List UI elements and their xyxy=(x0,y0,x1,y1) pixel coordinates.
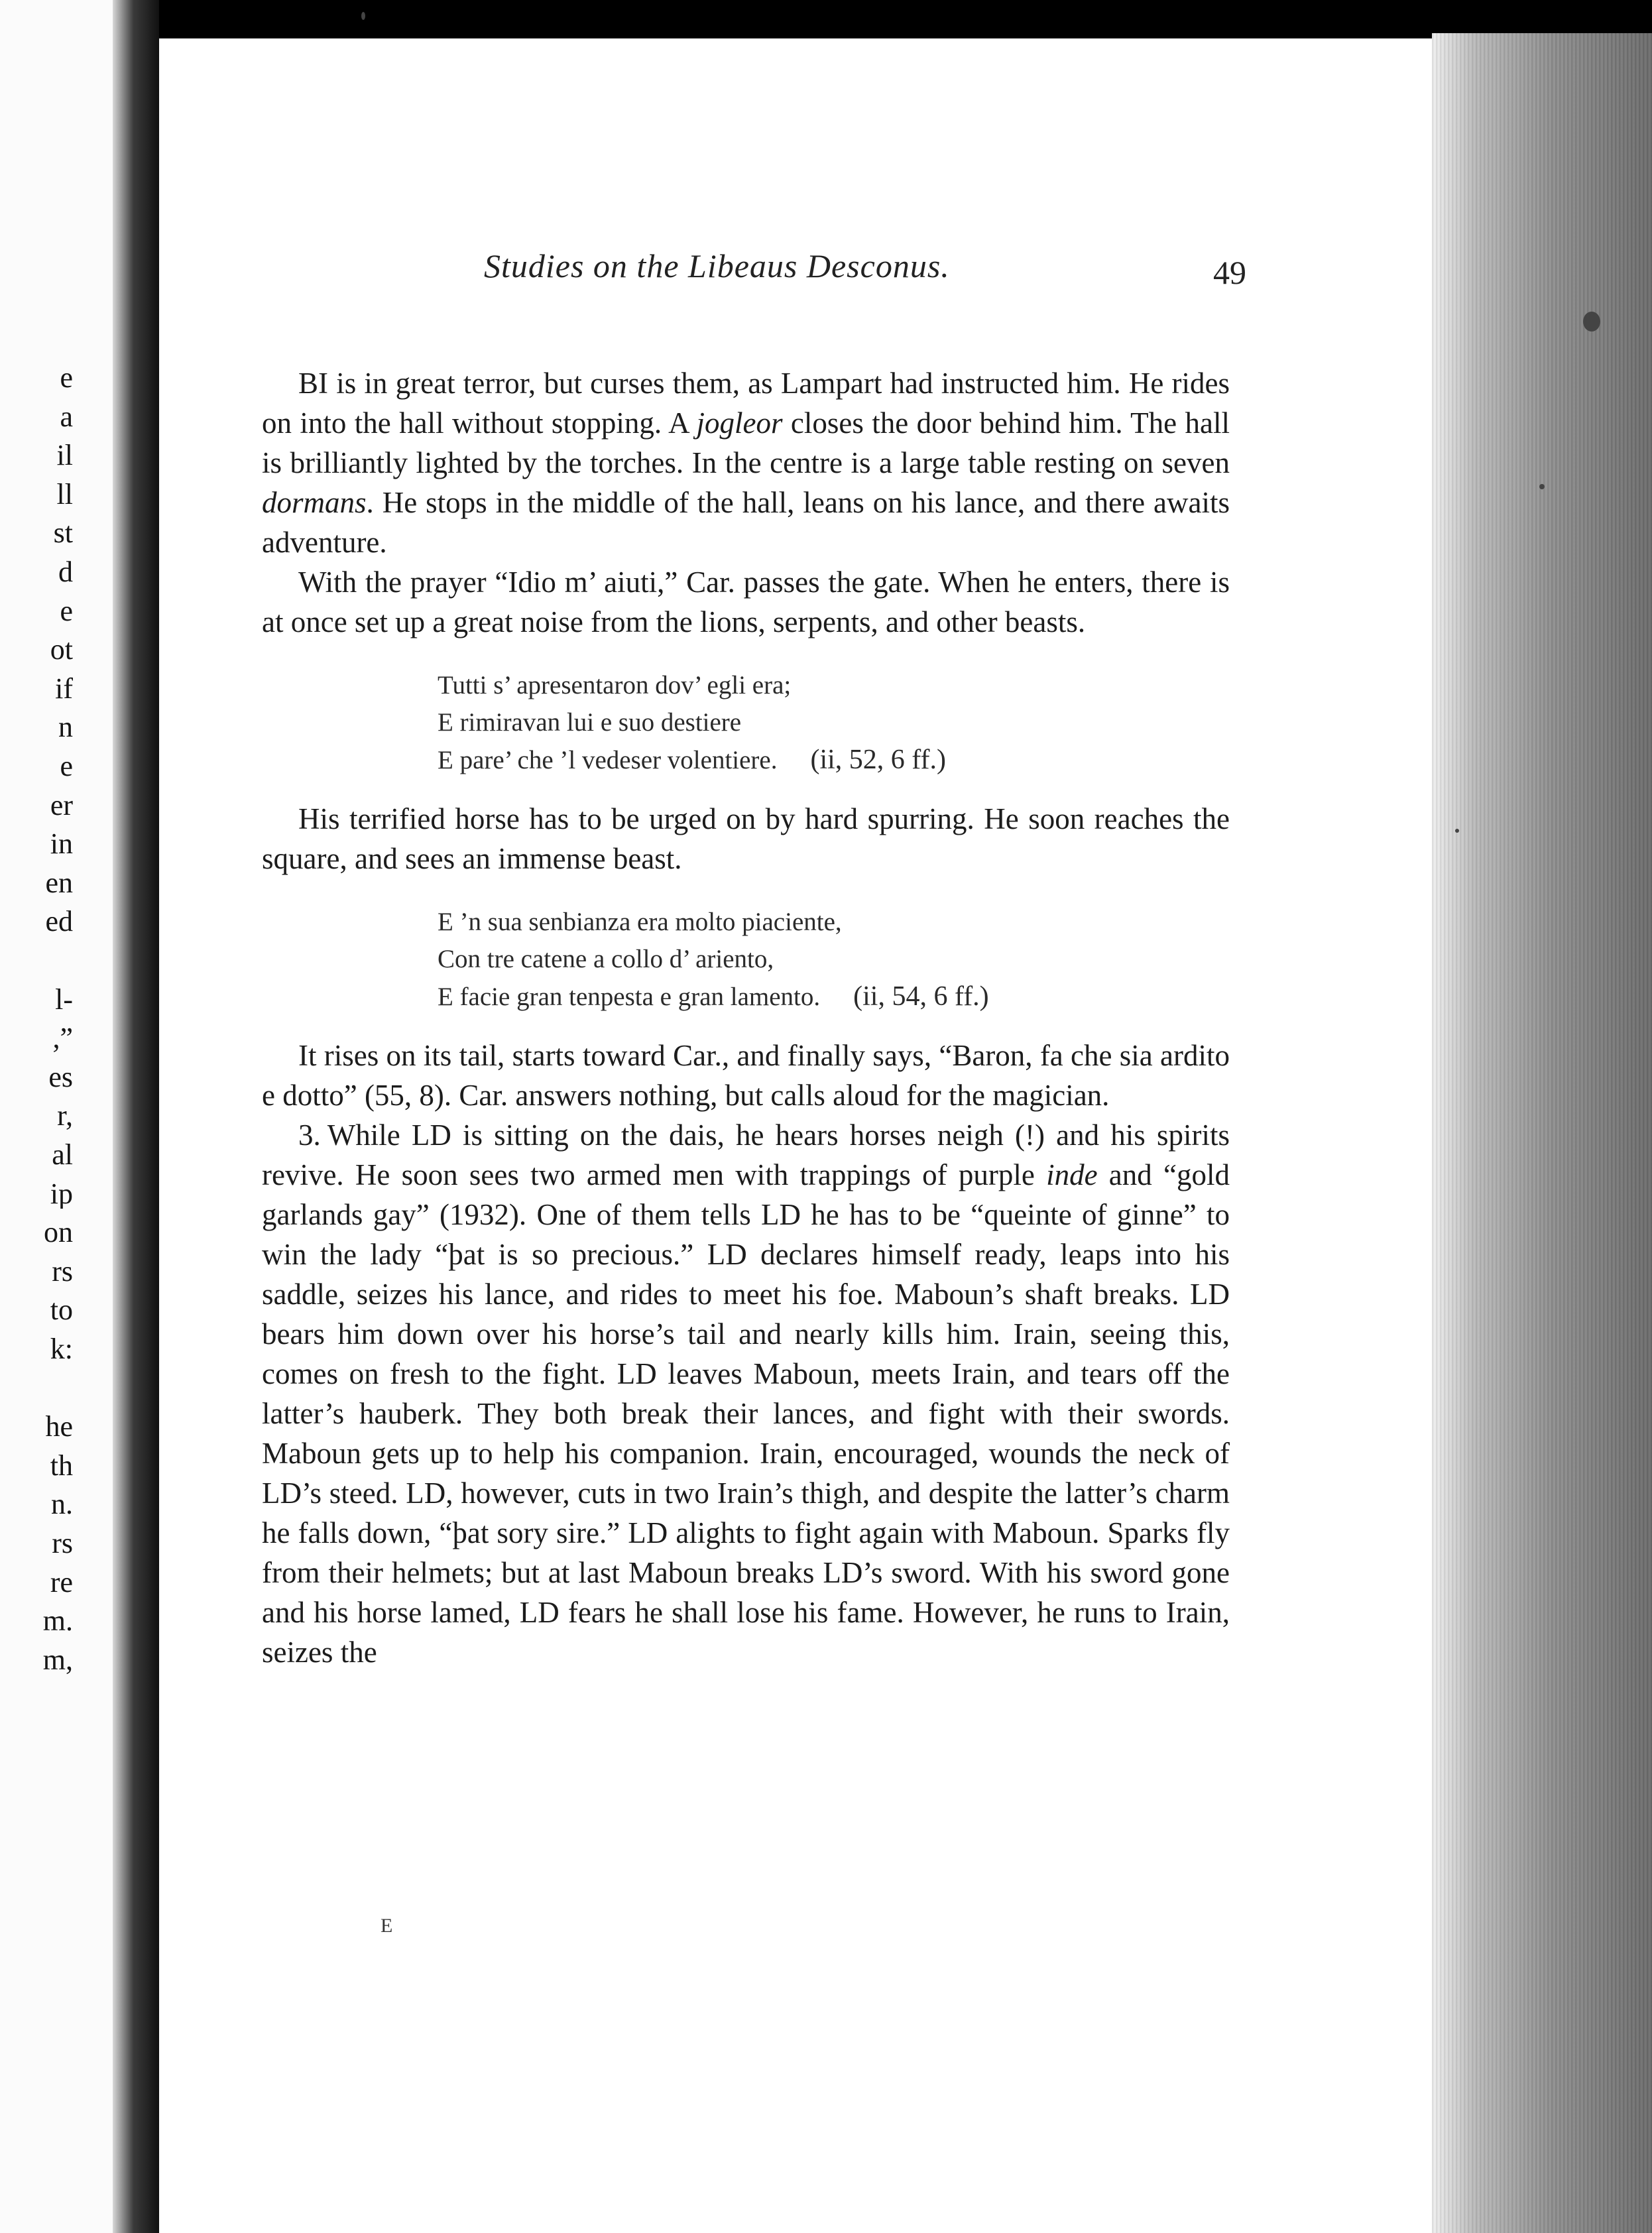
italic-text: inde xyxy=(1046,1158,1098,1191)
facing-page-fragment: e xyxy=(60,363,73,392)
page-header xyxy=(325,247,1286,313)
facing-page-fragment: l- xyxy=(55,985,73,1014)
italic-text: jogleor xyxy=(696,406,783,440)
verse-citation: (ii, 52, 6 ff.) xyxy=(810,745,947,775)
facing-page-fragment: n. xyxy=(51,1490,73,1520)
scan-speck xyxy=(361,12,365,20)
paragraph xyxy=(262,1115,1230,1672)
facing-page-text-edge xyxy=(0,0,80,1675)
text-run: closes the door behind him. The hall is brilliantly lighted by the torches. In the centre is a large table resting on seven xyxy=(262,406,1230,479)
facing-page-fragment: ot xyxy=(50,635,73,665)
verse-quote xyxy=(438,667,1230,779)
verse-citation: (ii, 54, 6 ff.) xyxy=(853,981,989,1012)
verse-line: E rimiravan lui e suo destiere xyxy=(438,708,742,737)
facing-page-fragment: in xyxy=(50,829,73,859)
facing-page-fragment: ip xyxy=(50,1179,73,1209)
scan-speck xyxy=(1539,484,1545,489)
facing-page-fragment: ,” xyxy=(52,1024,73,1054)
facing-page-fragment: es xyxy=(48,1062,73,1092)
facing-page-fragment: e xyxy=(60,752,73,781)
facing-page-fragment: a xyxy=(60,402,73,432)
text-run: . He stops in the middle of the hall, leans on his lance, and there awaits adventure. xyxy=(262,486,1230,559)
verse-line: E facie gran tenpesta e gran lamento. (ii, 54, 6 ff.) xyxy=(438,981,989,1012)
paragraph xyxy=(262,1036,1230,1115)
paragraph xyxy=(262,363,1230,562)
paragraph xyxy=(262,562,1230,642)
facing-page-fragment: if xyxy=(55,674,73,703)
text-run: While LD is sitting on the dais, he hears horses neigh (!) and his spirits revive. He soon sees two armed men with trappings of purple xyxy=(262,1118,1230,1191)
facing-page-fragment: d xyxy=(58,558,73,587)
body-text xyxy=(262,363,1230,1672)
facing-page-fragment: rs xyxy=(52,1256,73,1286)
book-gutter xyxy=(113,0,159,2233)
facing-page-fragment: m. xyxy=(42,1606,73,1636)
page-number: 49 xyxy=(1213,254,1246,291)
facing-page-fragment: st xyxy=(53,518,73,548)
facing-page-fragment: on xyxy=(44,1218,73,1248)
facing-page xyxy=(0,0,126,2233)
text-run: and “gold garlands gay” (1932). One of them tells LD he has to be “queinte of ginne” to win the lady “þat is so precious.” LD declares himself ready, leaps into his saddle, seizes his lance, and rides to meet his foe. Maboun’s shaft breaks. LD bears him down over his horse’s tail and nearly kills him. Irain, seeing this, comes on fresh to the fight. LD leaves Maboun, meets Irain, and tears off the latter’s hauberk. They both break their lances, and fight with their swords. Maboun gets up to help his companion. Irain, encouraged, wounds the neck of LD’s steed. LD, however, cuts in two Irain’s thigh, and despite the latter’s charm he falls down, “þat sory sire.” LD alights to fight again with Maboun. Sparks fly from their helmets; but at last Maboun breaks LD’s sword. With his sword gone and his horse lamed, LD fears he shall lose his fame. However, he runs to Irain, seizes the xyxy=(262,1158,1230,1669)
section-number: 3. xyxy=(298,1118,321,1152)
verse-line: E ’n sua senbianza era molto piaciente, xyxy=(438,908,842,936)
text-run: It rises on its tail, starts toward Car., and finally says, “Baron, fa che sia ardito e dotto” (55, 8). Car. answers nothing, but calls aloud for the magician. xyxy=(262,1039,1230,1112)
facing-page-fragment: m, xyxy=(42,1645,73,1675)
text-run: With the prayer “Idio m’ aiuti,” Car. passes the gate. When he enters, there is at once set up a great noise from the lions, serpents, and other beasts. xyxy=(262,566,1230,638)
facing-page-fragment: k: xyxy=(50,1335,73,1364)
verse-line: E pare’ che ’l vedeser volentiere. (ii, 52, 6 ff.) xyxy=(438,745,947,775)
italic-text: dormans xyxy=(262,486,367,519)
text-run: His terrified horse has to be urged on by hard spurring. He soon reaches the square, and sees an immense beast. xyxy=(262,802,1230,875)
facing-page-fragment: to xyxy=(50,1296,73,1325)
facing-page-fragment: e xyxy=(60,596,73,626)
facing-page-fragment: re xyxy=(50,1567,73,1597)
facing-page-fragment: ed xyxy=(45,907,73,937)
book-fore-edge xyxy=(1432,33,1652,2233)
signature-mark: E xyxy=(381,1915,393,1937)
facing-page-fragment: al xyxy=(52,1140,73,1170)
facing-page-fragment: th xyxy=(50,1451,73,1480)
facing-page-fragment: he xyxy=(45,1412,73,1442)
facing-page-fragment: rs xyxy=(52,1529,73,1558)
scan-speck xyxy=(1455,829,1459,833)
facing-page-fragment: er xyxy=(50,790,73,820)
facing-page-fragment: n xyxy=(58,713,73,743)
running-head: Studies on the Libeaus Desconus. xyxy=(484,247,950,284)
scan-speck xyxy=(1583,312,1600,332)
text-run: BI is in great terror, but curses them, as Lampart had instructed him. He rides on into the hall without stopping. A xyxy=(262,367,1230,440)
paragraph xyxy=(262,799,1230,878)
facing-page-fragment: ll xyxy=(56,479,73,509)
facing-page-fragment: il xyxy=(56,441,73,471)
facing-page-fragment: r, xyxy=(57,1101,73,1131)
verse-line: Con tre catene a collo d’ ariento, xyxy=(438,945,774,973)
verse-quote xyxy=(438,904,1230,1016)
facing-page-fragment: en xyxy=(45,868,73,898)
verse-line: Tutti s’ apresentaron dov’ egli era; xyxy=(438,671,792,699)
